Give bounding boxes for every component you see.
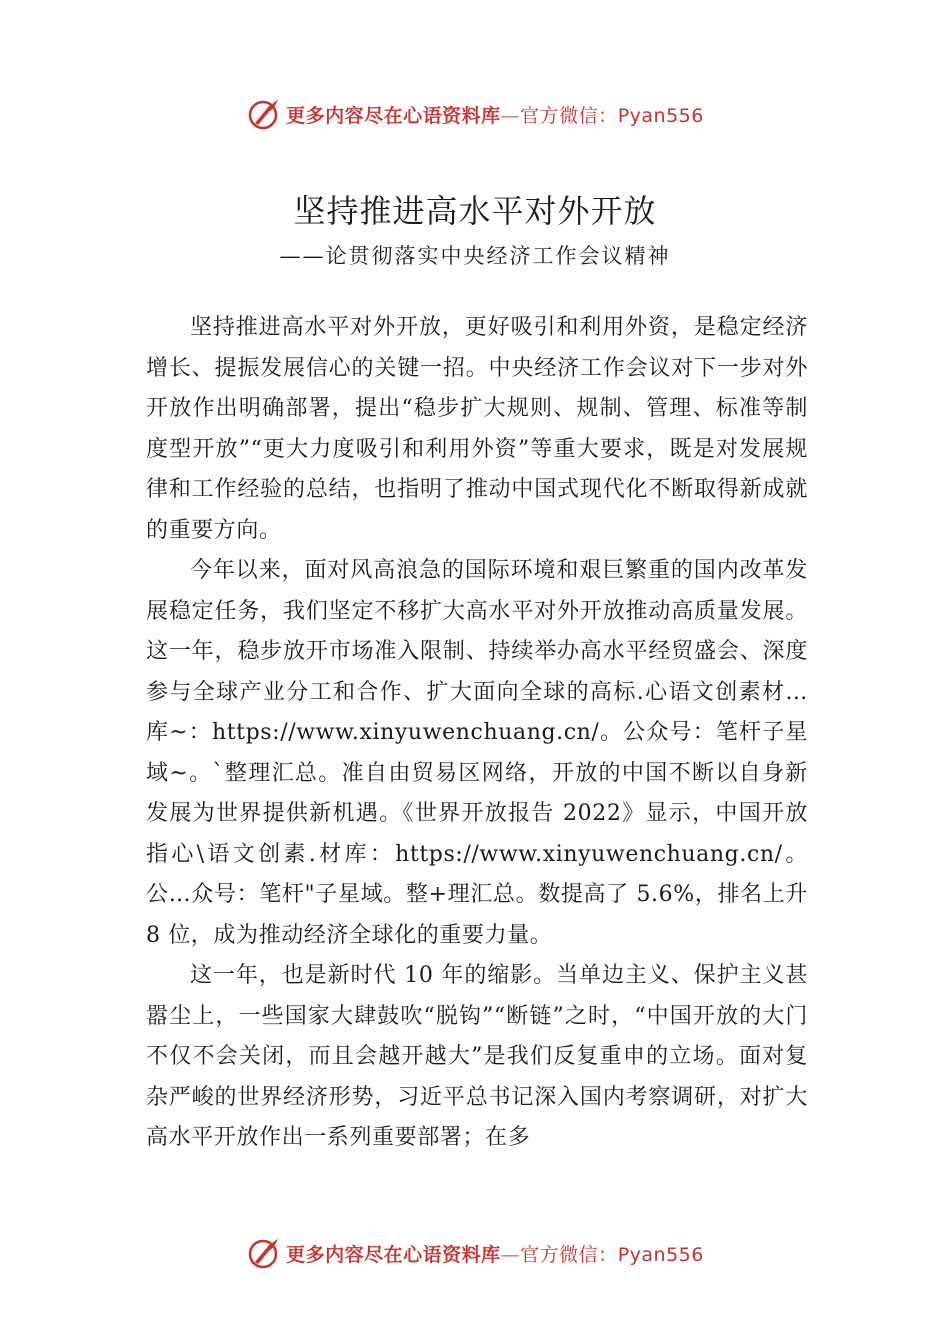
- paragraph: 今年以来，面对风高浪急的国际环境和艰巨繁重的国内改革发展稳定任务，我们坚定不移扩大高水平对外开放推动高质量发展。这一年，稳步放开市场准入限制、持续举办高水平经贸盛会、深度参与全球产业分工和合作、扩大面向全球的高标.心语文创素材…库~：https://www.xinyuwenchuang.cn/。公众号：笔杆子星域~。`整理汇总。准自由贸易区网络，开放的中国不断以自身新发展为世界提供新机遇。《世界开放报告 2022》显示，中国开放指心\语文创素.材库：https://www.xinyuwenchuang.cn/。公…众号：笔杆"子星域。整+理汇总。数提高了 5.6%，排名上升 8 位，成为推动经济全球化的重要力量。: [146, 558, 808, 948]
- quill-pen-seal-icon: [246, 97, 280, 131]
- banner-separator: —: [500, 104, 521, 127]
- paragraph: 坚持推进高水平对外开放，更好吸引和利用外资，是稳定经济增长、提振发展信心的关键一招。中央经济工作会议对下一步对外开放作出明确部署，提出“稳步扩大规则、规制、管理、标准等制度型开放”“更大力度吸引和利用外资”等重大要求，既是对发展规律和工作经验的总结，也指明了推动中国式现代化不断取得新成就的重要方向。: [146, 315, 808, 543]
- article-subtitle: ——论贯彻落实中央经济工作会议精神: [279, 244, 671, 268]
- banner-main-text: 更多内容尽在心语资料库: [286, 1243, 501, 1266]
- banner-wechat-id: Pyan556: [617, 1243, 704, 1266]
- article-body: [146, 308, 808, 1159]
- banner-main-text: 更多内容尽在心语资料库: [286, 104, 501, 127]
- banner-wechat-label: 官方微信：: [520, 104, 618, 127]
- quill-pen-seal-icon: [246, 1236, 280, 1270]
- banner-text: [286, 101, 704, 128]
- banner-separator: —: [500, 1243, 521, 1266]
- banner-wechat-label: 官方微信：: [520, 1243, 618, 1266]
- footer-watermark-banner: [0, 1233, 950, 1273]
- header-watermark-banner: [0, 94, 950, 134]
- banner-wechat-id: Pyan556: [617, 104, 704, 127]
- banner-text: [286, 1240, 704, 1267]
- article-title: 坚持推进高水平对外开放: [293, 192, 657, 230]
- paragraph: 这一年，也是新时代 10 年的缩影。当单边主义、保护主义甚嚣尘上，一些国家大肆鼓吹“脱钩”“断链”之时，“中国开放的大门不仅不会关闭，而且会越开越大”是我们反复重申的立场。面对复杂严峻的世界经济形势，习近平总书记深入国内考察调研，对扩大高水平开放作出一系列重要部署；在多: [146, 963, 808, 1150]
